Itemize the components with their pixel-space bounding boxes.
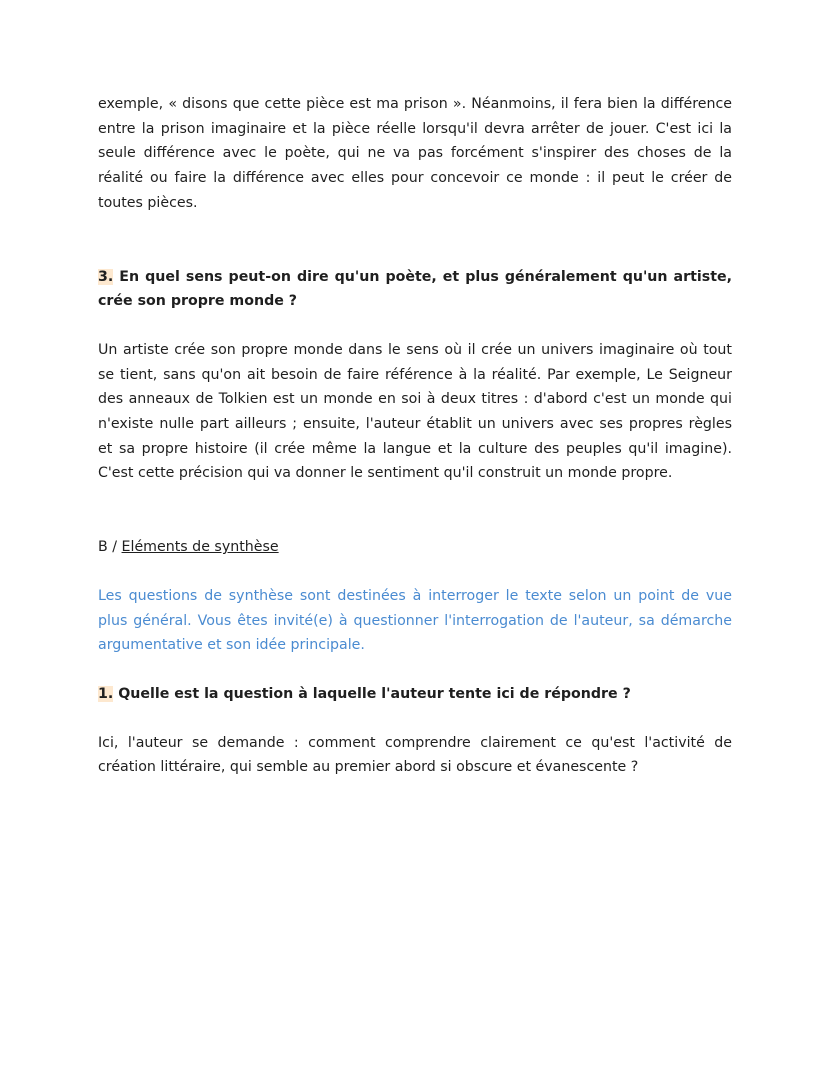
- answer-1-paragraph: Ici, l'auteur se demande : comment comprendre clairement ce qu'est l'activité de création littéraire, qui semble au premier abord si obscure et évanescente ?: [98, 734, 732, 776]
- question-1-number: 1.: [98, 685, 114, 702]
- intro-paragraph: exemple, « disons que cette pièce est ma prison ». Néanmoins, il fera bien la différence entre la prison imaginaire et la pièce réelle lorsqu'il devra arrêter de jouer. C'est ici la seule différence avec le poète, qui ne va pas forcément s'inspirer des choses de la réalité ou faire la différence avec elles pour concevoir ce monde : il peut le créer de toutes pièces.: [98, 96, 732, 211]
- question-3-number: 3.: [98, 268, 114, 285]
- question-3: [98, 265, 732, 314]
- question-3-text: En quel sens peut-on dire qu'un poète, et plus généralement qu'un artiste, crée son propre monde ?: [98, 268, 732, 310]
- question-1-text: Quelle est la question à laquelle l'auteur tente ici de répondre ?: [113, 685, 631, 702]
- document-page: [98, 92, 732, 780]
- section-title: Eléments de synthèse: [121, 539, 279, 556]
- section-heading-b: [98, 535, 732, 560]
- synthesis-note: Les questions de synthèse sont destinées à interroger le texte selon un point de vue plus général. Vous êtes invité(e) à questionner l'interrogation de l'auteur, sa démarche argumentative et son idée principale.: [98, 587, 732, 654]
- answer-3-paragraph: Un artiste crée son propre monde dans le sens où il crée un univers imaginaire où tout se tient, sans qu'on ait besoin de faire référence à la réalité. Par exemple, Le Seigneur des anneaux de Tolkien est un monde en soi à deux titres : d'abord c'est un monde qui n'existe nulle part ailleurs ; ensuite, l'auteur établit un univers avec ses propres règles et sa propre histoire (il crée même la langue et la culture des peuples qu'il imagine). C'est cette précision qui va donner le sentiment qu'il construit un monde propre.: [98, 341, 732, 482]
- question-1: [98, 682, 732, 707]
- section-prefix: B /: [98, 539, 122, 556]
